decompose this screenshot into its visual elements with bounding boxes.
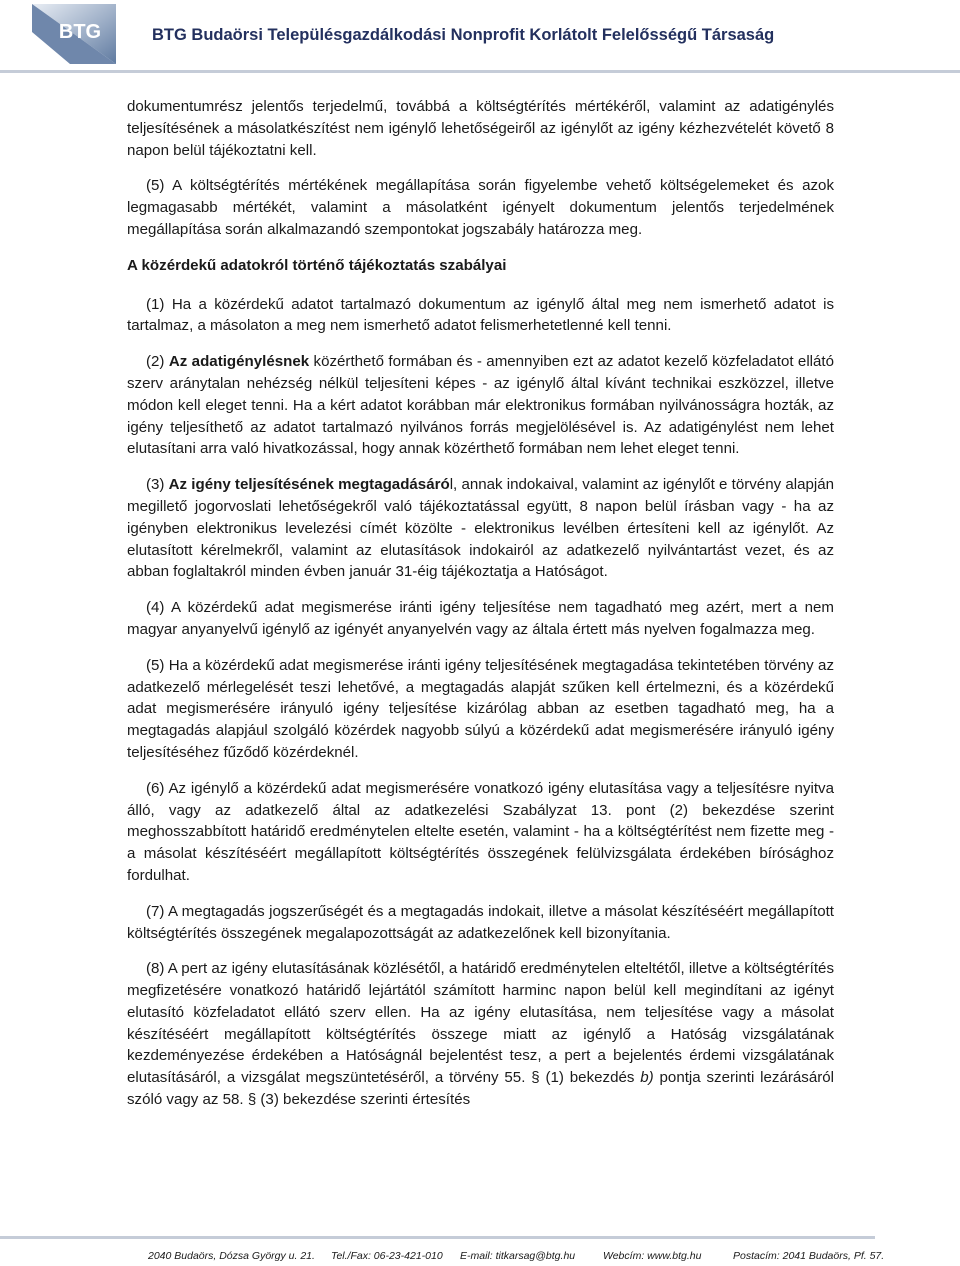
footer-email: E-mail: titkarsag@btg.hu (460, 1250, 576, 1262)
paragraph-7: (7) A megtagadás jogszerűségét és a megtagadás indokait, illetve a másolat készítéséért megállapított költségtérítés összegének megalapozottságát az adatkezelőnek kell bizonyítania. (127, 902, 834, 942)
paragraph-2-bold: Az adatigénylésnek (168, 353, 310, 371)
document-body (127, 96, 834, 1111)
logo-text: BTG (58, 21, 102, 43)
paragraph-continuation: dokumentumrész jelentős terjedelmű, továbbá a költségtérítés mértékéről, valamint az adatigénylés teljesítésének a másolatkészítést nem igénylő lehetőségeiről az igénylőt az igény kézhezvételét követő 8 napon belül tájékoztatni kell. (127, 98, 834, 159)
page-header (0, 0, 960, 72)
paragraph-3-bold: Az igény teljesítésének megtagadásáró (168, 476, 450, 494)
footer-address: 2040 Budaörs, Dózsa György u. 21. (148, 1250, 315, 1262)
paragraph-5: (5) Ha a közérdekű adat megismerése iránti igény teljesítésének megtagadása tekintetében törvény az adatkezelő mérlegelését teszi lehetővé, a megtagadás alapját szűken kell értelmezni, és a közérdekű adat megismerésére irányuló igény teljesítése kizárólag abban az esetben tagadható meg, ha a megtagadás alapjául szolgáló közérdek nagyobb súlyú a közérdekű adat megismerésére irányuló igény teljesítéséhez fűződő közérdeknél. (127, 656, 834, 761)
paragraph-5-cost: (5) A költségtérítés mértékének megállapítása során figyelembe vehető költségelemeket és azok legmagasabb mértékét, valamint a másolatként igényelt dokumentum jelentős terjedelmének megállapítása során alkalmazandó szempontokat jogszabály határozza meg. (127, 177, 834, 238)
paragraph-4: (4) A közérdekű adat megismerése iránti igény teljesítése nem tagadható meg azért, mert a nem magyar anyanyelvű igénylő az igényét anyanyelvén vagy az általa értett más nyelven fogalmazza meg. (127, 599, 834, 638)
footer-website: Webcím: www.btg.hu (603, 1250, 702, 1262)
paragraph-8: (8) A pert az igény elutasításának közlésétől, a határidő eredménytelen elteltétől, illetve a költségtérítés megfizetésére vonatkozó határidő lejártától számított harminc napon belül kell megindítani az igényt elutasító közfeladatot ellátó szerv ellen. Ha az igény elutasítása, nem teljesítése vagy a másolat készítéséért megállapított költségtérítés összege miatt az igénylő a Hatóság vizsgálatának kezdeményezése érdekében a Hatóságnál bejelentést tesz, a pert a bejelentés érdemi vizsgálatának elutasításáról, a vizsgálat megszüntetéséről, a törvény 55. § (1) bekezdés b) pontja szerinti lezárásáról szóló vagy az 58. § (3) bekezdése szerinti értesítés (127, 960, 834, 1109)
organization-title: BTG Budaörsi Településgazdálkodási Nonprofit Korlátolt Felelősségű Társaság (152, 26, 775, 44)
footer-postal: Postacím: 2041 Budaörs, Pf. 57. (733, 1250, 885, 1262)
paragraph-3: (3) Az igény teljesítésének megtagadásáról, annak indokaival, valamint az igénylőt e törvény alapján megillető jogorvoslati lehetőségekről való tájékoztatással együtt, 8 napon belül írásban vagy - ha az igényben elektronikus levelezési címét közölte - elektronikus levélben értesíteni kell az igénylőt. Az elutasított kérelmekről, valamint az elutasítások indokairól az adatkezelő nyilvántartást vezet, és az abban foglaltakról minden évben január 31-éig tájékoztatja a Hatóságot. (127, 476, 835, 581)
paragraph-8-italic: b) (640, 1069, 654, 1087)
header-rule (0, 70, 960, 73)
section-heading: A közérdekű adatokról történő tájékoztatás szabályai (127, 256, 507, 274)
paragraph-6: (6) Az igénylő a közérdekű adat megismerésére vonatkozó igény elutasítása vagy a teljesítésre nyitva álló, vagy az adatkezelő által az adatkezelési Szabályzat 13. pont (2) bekezdése szerint meghosszabbított határidő eredménytelen eltelte esetén, valamint - ha a költségtérítést nem fizette meg - a másolat készítéséért megállapított költségtérítés összegének felülvizsgálata érdekében bírósághoz fordulhat. (127, 779, 834, 884)
footer-rule (0, 1236, 875, 1239)
paragraph-1: (1) Ha a közérdekű adatot tartalmazó dokumentum az igénylő által meg nem ismerhető adatot is tartalmaz, a másolaton a meg nem ismerhető adatot felismerhetetlenné kell tenni. (127, 295, 834, 335)
btg-logo (30, 2, 118, 66)
footer-phone: Tel./Fax: 06-23-421-010 (331, 1250, 443, 1262)
paragraph-2: (2) Az adatigénylésnek közérthető formában és - amennyiben ezt az adatot kezelő közfeladatot ellátó szerv aránytalan nehézség nélkül teljesíteni képes - az igénylő által kívánt technikai eszközzel, illetve módon kell eleget tenni. Ha a kért adatot korábban már elektronikus formában nyilvánosságra hozták, az igény teljesíthető az adatot tartalmazó nyilvános forrás megjelölésével is. Az adatigénylést nem lehet elutasítani arra való hivatkozással, hogy annak közérthető formában nem lehet eleget tenni. (127, 353, 835, 458)
